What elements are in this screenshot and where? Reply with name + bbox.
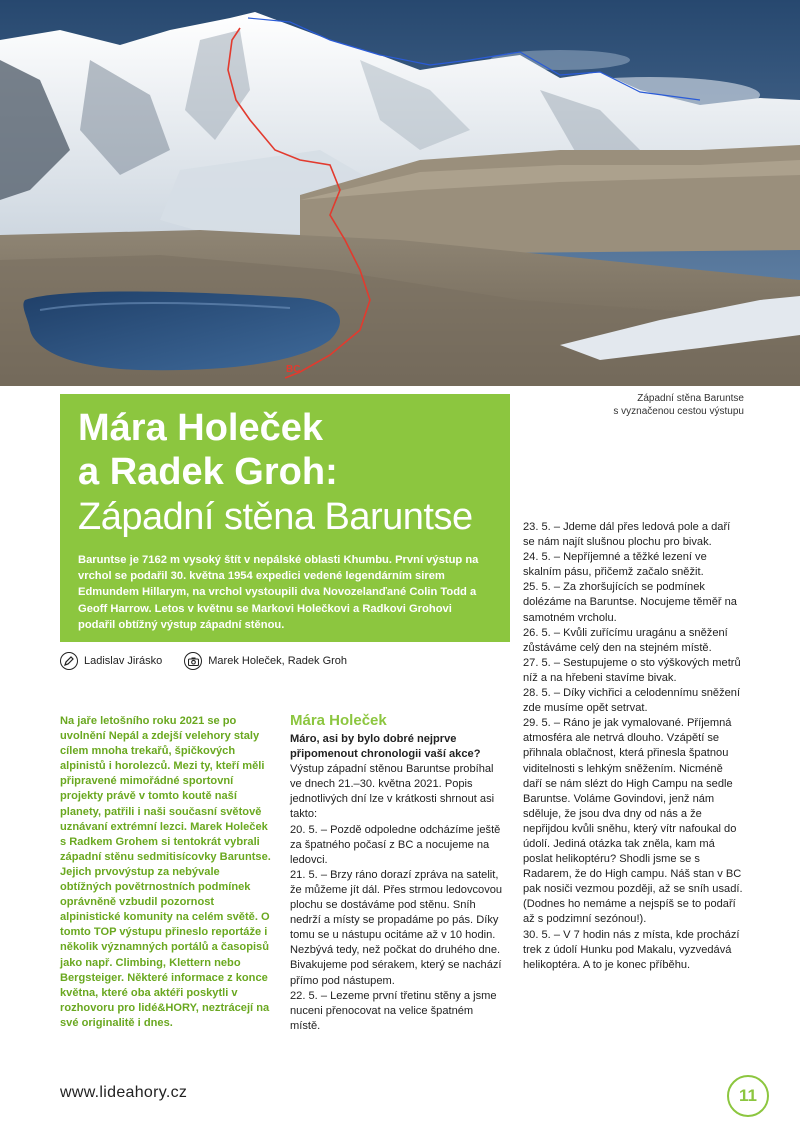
page-number: 11 [727,1075,769,1117]
photographers: Marek Holeček, Radek Groh [208,655,348,667]
caption-line-1: Západní stěna Baruntse [637,393,744,404]
paragraph: 22. 5. – Lezeme první třetinu stěny a jsme nuceni přenocovat na velice špatném místě. [290,989,497,1032]
paragraph: 25. 5. – Za zhoršujících se podmínek dolézáme na Baruntse. Nocujeme těměř na samotném vrcholu. [523,581,737,624]
photo-caption [524,392,744,418]
paragraph: 29. 5. – Ráno je jak vymalované. Příjemná atmosféra ale netrvá dlouho. Vzápětí se přihnala oblačnost, která přinesla špatnou viditelnosti s lehkým sněžením. Nicméně daří se nám slézt do High Campu na sedle Baruntse. Voláme Govindovi, jenž nám sděluje, že jsou dva dny od nás a že nepřijdou kvůli sněhu, který vítr nafoukal do údolí. Jediná otázka tak zněla, kam má poslat helikoptéru? Shodli jsme se s Radarem, že do High campu. Náš stan v BC pak nosiči vezmou později, až se sníh usadí. (Dodnes ho nemáme a nejspíš se to podaří až s podzimní sezónou!). [523,717,743,926]
hero-photo [0,0,800,386]
paragraph: 26. 5. – Kvůli zuřícímu uragánu a sněžení zůstáváme celý den na stejném místě. [523,626,728,654]
credits [60,648,510,674]
author-name: Ladislav Jirásko [84,655,163,667]
paragraph: 23. 5. – Jdeme dál přes ledová pole a daří se nám najít slušnou plochu pro bivak. [523,521,731,549]
paragraph: 24. 5. – Nepříjemné a těžké lezení ve skalním pásu, přičemž začalo sněžit. [523,551,707,579]
author-credit [60,652,162,670]
paragraph: 21. 5. – Brzy ráno dorazí zpráva na satelit, že můžeme jít dál. Přes strmou ledovcovou plochu se dostáváme pod stěnu. Sníh nedrží a místy se propadáme po pás. Díky tomu se u nástupu ocitáme až v 10 hodin. Nezbývá tedy, než počkat do druhého dne. Bivakujeme pod sérakem, který se nachází přímo pod nástupem. [290,868,503,987]
title-box [60,394,510,642]
caption-line-2: s vyznačenou cestou výstupu [613,406,744,417]
lead-paragraph: Baruntse je 7162 m vysoký štít v nepálské oblasti Khumbu. První výstup na vrchol se podařil 30. května 1954 expedici vedené legendárním sirem Edmundem Hillarym, na vrchol vystoupili dva Novozelanďané Colin Todd a Geoff Harrow. Letos v květnu se Markovi Holečkovi a Radkovi Grohovi podařil obtížný výstup západní stěnou. [78,554,479,631]
intro-paragraph: Na jaře letošního roku 2021 se po uvolnění Nepál a zdejší velehory staly cílem mnoha trekařů, špičkových alpinistů i horolezců. Mezi ty, kteří měli připravené mimořádné sportovní projekty právě v tomto koutě naší planety, patřili i naši současní světově uznávaní extrémní lezci. Marek Holeček s Radkem Grohem si tentokrát vybrali západní stěnu sedmitisícovky Baruntse. Jejich prvovýstup za nebývale obtížných povětrnostních podmínek oprávněně vzbudil pozornost alpinistické komunity na celém světě. O tomto TOP výstupu přineslo reportáže i několik významných portálů a časopisů jako např. Climbing, Klettern nebo Bergsteiger. Některé informace z konce května, které oba aktéři poskytli v rozhovoru pro lidé&HORY, neztrácejí na své originalitě i dnes. [60,715,271,1029]
mountain-photo-illustration [0,0,800,386]
camera-icon [184,652,202,670]
title-line-3: Západní stěna Baruntse [78,496,473,538]
bc-label: BC [286,364,301,375]
interview-column-2 [523,520,743,973]
paragraph: 28. 5. – Díky vichřici a celodennímu sněžení zde musíme opět setrvat. [523,687,741,715]
title-line-2: a Radek Groh: [78,451,338,493]
title-line-1: Mára Holeček [78,407,324,449]
photo-credit [184,652,347,670]
footer-url[interactable]: www.lideahory.cz [60,1084,188,1101]
paragraph: Výstup západní stěnou Baruntse probíhal ve dnech 21.–30. května 2021. Popis jednotlivých dní lze v krátkosti shrnout asi takto: [290,763,495,821]
paragraph: 30. 5. – V 7 hodin nás z místa, kde prochází trek z údolí Hunku pod Makalu, vyzvedává helikoptéra. A to je konec příběhu. [523,928,740,971]
pen-icon [60,652,78,670]
paragraph: 27. 5. – Sestupujeme o sto výškových metrů níž a na hřebeni stavíme bivak. [523,656,741,684]
paragraph: 20. 5. – Pozdě odpoledne odcházíme ještě za špatného počasí z BC a nocujeme na ledovci. [290,823,501,866]
intro-column [60,714,272,1031]
interview-column-1 [290,712,504,1034]
question: Máro, asi by bylo dobré nejprve připomenout chronologii vaší akce? [290,733,481,761]
section-heading: Mára Holeček [290,712,387,729]
